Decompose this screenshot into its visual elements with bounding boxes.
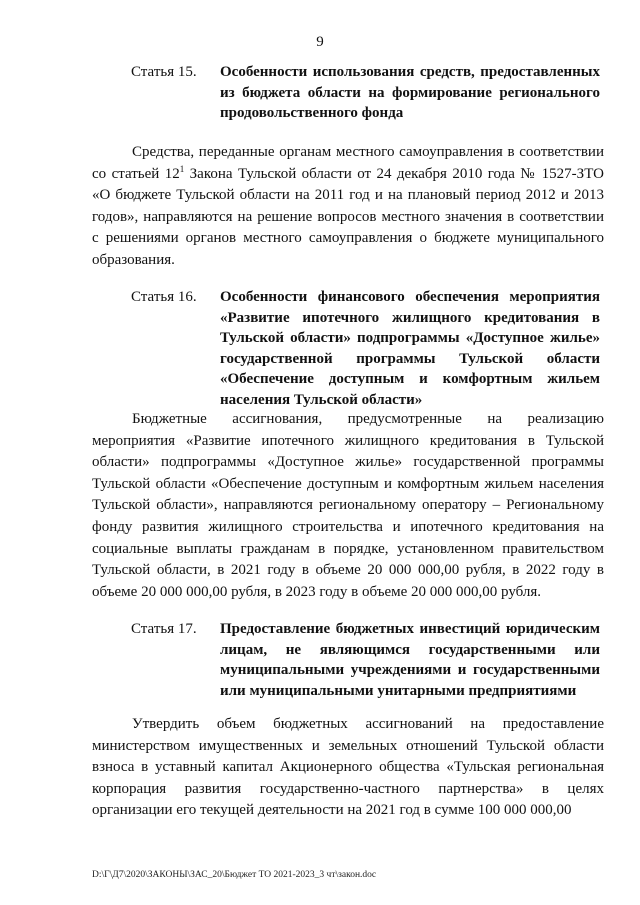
article-15-body-start: Средства, переданные органам местного самоуправления в соответствии со статьей 12 (92, 144, 604, 182)
article-15-body-end: Закона Тульской области от 24 декабря 2010 года № 1527-ЗТО «О бюджете Тульской области на 2011 год и на плановый период 2012 и 2013 годов», направляются на решение вопросов местного значения в соответствии с решениями органов местного самоуправления о бюджете муниципального образования. (92, 165, 604, 268)
article-15-title: Особенности использования средств, предоставленных из бюджета области на формирование регионального продовольственного фонда (220, 64, 600, 121)
article-17-body: Утвердить объем бюджетных ассигнований на предоставление министерством имущественных и земельных отношений Тульской области взноса в уставный капитал Акционерного общества «Тульская региональная корпорация развития государственно-частного партнерства» в целях организации его текущей деятельности на 2021 год в сумме 100 000 000,00 (92, 716, 604, 819)
article-17-title: Предоставление бюджетных инвестиций юридическим лицам, не являющимся государственными или муниципальными учреждениями и государственными или муниципальными унитарными предприятиями (220, 621, 600, 699)
article-17-label: Статья 17. (131, 621, 197, 637)
article-15-body-superscript: 1 (179, 163, 185, 174)
file-path-footer: D:\Г\Д7\2020\ЗАКОНЫ\ЗАС_20\Бюджет ТО 2021-2023_3 чт\закон.doc (92, 870, 377, 880)
article-15-body (92, 142, 604, 272)
article-15-label: Статья 15. (131, 64, 197, 80)
article-16-title: Особенности финансового обеспечения мероприятия «Развитие ипотечного жилищного кредитования в Тульской области» подпрограммы «Доступное жилье» государственной программы Тульской области «Обеспечение доступным и комфортным жильем населения Тульской области» (220, 289, 600, 408)
article-16-body: Бюджетные ассигнования, предусмотренные на реализацию мероприятия «Развитие ипотечного жилищного кредитования в Тульской области» подпрограммы «Доступное жилье» государственной программы Тульской области «Обеспечение доступным и комфортным жильем населения Тульской области», направляются региональному оператору – Региональному фонду развития жилищного строительства и ипотечного кредитования на социальные выплаты гражданам в порядке, установленном правительством Тульской области, в 2021 году в объеме 20 000 000,00 рубля, в 2022 году в объеме 20 000 000,00 рубля, в 2023 году в объеме 20 000 000,00 рубля. (92, 411, 604, 600)
article-16-label: Статья 16. (131, 289, 197, 305)
page-number: 9 (316, 34, 324, 50)
